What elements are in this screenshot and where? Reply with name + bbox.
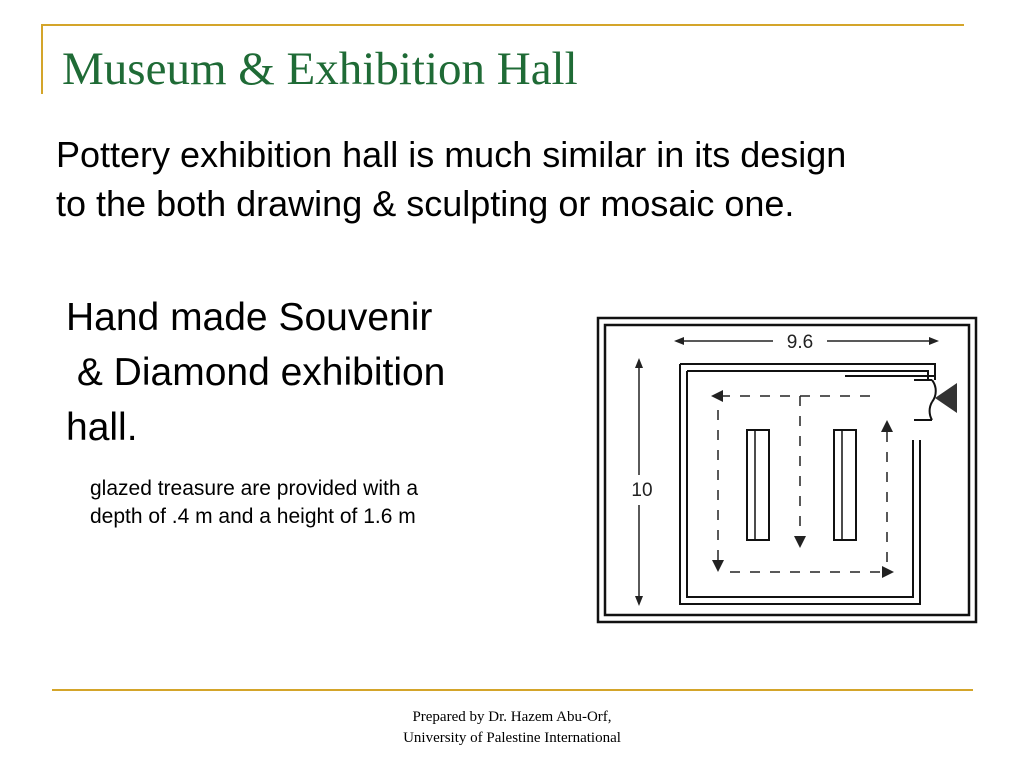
outer-wall-inner bbox=[605, 325, 969, 615]
width-arrow-left bbox=[674, 337, 684, 345]
title-frame-left-rule bbox=[41, 24, 43, 94]
display-case-left bbox=[747, 430, 769, 540]
length-label: 10 bbox=[631, 480, 653, 501]
width-label: 9.6 bbox=[786, 332, 814, 353]
width-arrow-right bbox=[929, 337, 939, 345]
footer-credit bbox=[312, 707, 712, 749]
title-frame-top-rule bbox=[41, 24, 964, 26]
entrance-door-lower bbox=[930, 402, 932, 420]
length-arrow-top bbox=[635, 358, 643, 368]
intro-paragraph: Pottery exhibition hall is much similar in its design to the both drawing & sculpting or mosaic one. bbox=[56, 134, 847, 224]
slide-title: Museum & Exhibition Hall bbox=[62, 43, 578, 95]
footer-rule bbox=[52, 689, 973, 691]
path-right-arrow bbox=[881, 420, 893, 432]
section-heading: Hand made Souvenir & Diamond exhibition hall. bbox=[66, 296, 446, 449]
entrance-door-upper bbox=[932, 380, 936, 402]
entry-triangle-marker bbox=[935, 383, 957, 413]
footer-institution: University of Palestine International bbox=[403, 730, 621, 746]
path-left-arrow bbox=[712, 560, 724, 572]
path-top-arrow bbox=[711, 390, 723, 402]
display-case-right bbox=[834, 430, 856, 540]
length-arrow-bottom bbox=[635, 596, 643, 606]
footer-author: Prepared by Dr. Hazem Abu-Orf, bbox=[412, 709, 612, 725]
showcase-note: glazed treasure are provided with a depth of .4 m and a height of 1.6 m bbox=[90, 477, 419, 528]
path-bottom-arrow bbox=[882, 566, 894, 578]
floor-plan-diagram bbox=[590, 310, 982, 630]
path-middle-arrow bbox=[794, 536, 806, 548]
